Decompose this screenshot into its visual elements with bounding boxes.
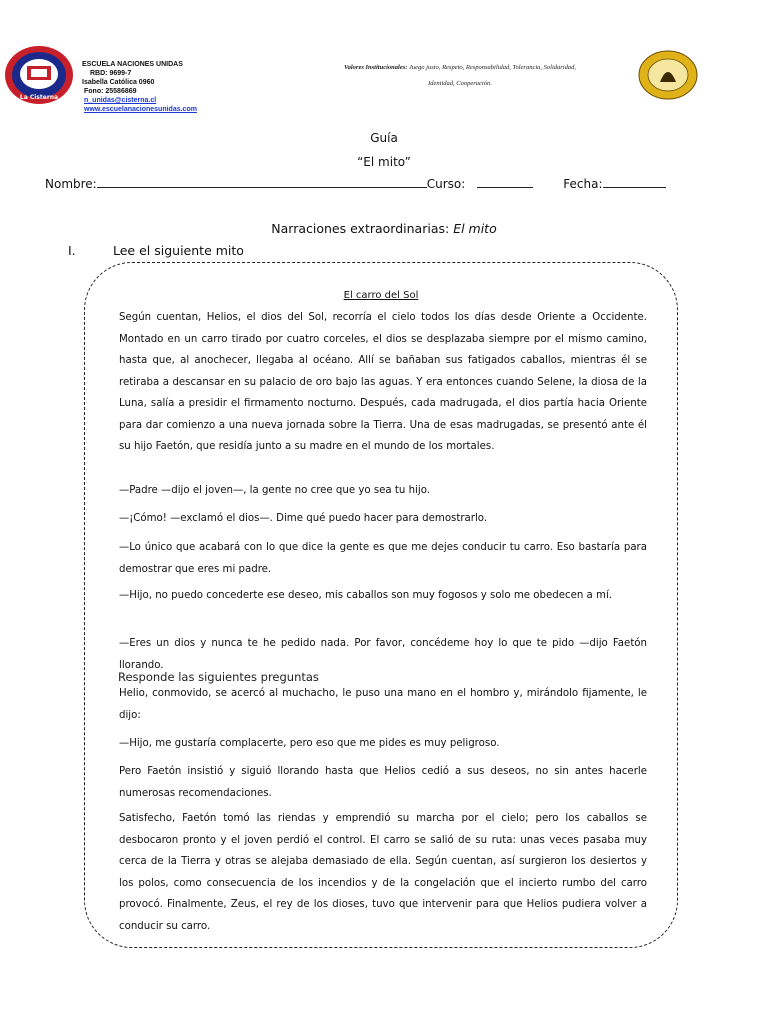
story-paragraph: —Eres un dios y nunca te he pedido nada. Por favor, concédeme hoy lo que te pido —dijo Faetón llorando.: [119, 638, 647, 671]
guide-title: Guía: [370, 131, 398, 145]
instruction-item: [68, 243, 244, 258]
story-paragraph: Pero Faetón insistió y siguió llorando hasta que Helios cedió a sus deseos, no sin antes hacerle numerosas recomendaciones.: [119, 766, 647, 799]
questions-prompt: Responde las siguientes preguntas: [118, 670, 319, 684]
name-label: Nombre:: [45, 177, 97, 191]
date-label: Fecha:: [563, 177, 603, 191]
section-heading-italic: El mito: [453, 221, 497, 236]
values-line1: Juego justo, Respeto, Responsabilidad, Tolerancia, Solidaridad,: [409, 64, 576, 71]
story-paragraph: —Lo único que acabará con lo que dice la gente es que me dejes conducir tu carro. Eso bastaría para demostrar que eres mi padre.: [119, 542, 647, 575]
story-paragraph: Helio, conmovido, se acercó al muchacho, le puso una mano en el hombro y, mirándolo fijamente, le dijo:: [119, 688, 647, 721]
school-email-link[interactable]: n_unidas@cisterna.cl: [84, 97, 157, 104]
school-info: [82, 60, 197, 114]
course-blank[interactable]: [477, 176, 533, 188]
story-paragraph: —Hijo, no puedo concederte ese deseo, mis caballos son muy fogosos y solo me obedecen a mí.: [119, 590, 613, 601]
course-label: Curso:: [426, 177, 466, 191]
section-heading-text: Narraciones extraordinarias:: [271, 221, 454, 236]
name-blank[interactable]: [97, 176, 427, 188]
guide-subtitle: “El mito”: [357, 155, 411, 169]
story-paragraph: Satisfecho, Faetón tomó las riendas y emprendió su marcha por el cielo; pero los caballos se desbocaron pronto y el joven perdió el control. El carro se salió de su ruta: unas veces pasaba muy cerca de la Tierra y otras se alejaba demasiado de ella. Según cuentan, así surgieron los desiertos y los polos, como consecuencia de los incendios y de la congelación que el incierto rumbo del carro provocó. Finalmente, Zeus, el rey de los dioses, tuvo que intervenir para que Helios pudiera volver a conducir su carro.: [119, 813, 647, 932]
date-blank[interactable]: [603, 176, 666, 188]
school-address: Isabella Católica 0960: [82, 79, 155, 86]
item-number: I.: [68, 243, 76, 258]
section-heading: [0, 221, 768, 236]
school-phone: Fono: 25586869: [84, 88, 137, 95]
story-paragraph: —Padre —dijo el joven—, la gente no cree que yo sea tu hijo.: [119, 485, 431, 496]
story-title: El carro del Sol: [343, 290, 419, 301]
school-rbd: RBD: 9699-7: [90, 70, 132, 77]
school-name: ESCUELA NACIONES UNIDAS: [82, 61, 183, 68]
story-paragraph: Según cuentan, Helios, el dios del Sol, recorría el cielo todos los días desde Oriente a Occidente. Montado en un carro tirado por cuatro corceles, el dios se desplazaba siempre por el mismo camino, hasta que, al anochecer, llegaba al océano. Allí se bañaban sus fatigados caballos, mientras él se retiraba a descansar en su palacio de oro bajo las aguas. Y era entonces cuando Selene, la diosa de la Luna, salía a presidir el firmamento nocturno. Después, cada madrugada, el dios partía hacia Oriente para dar comienzo a una nueva jornada sobre la Tierra. Una de esas madrugadas, se presentó ante él su hijo Faetón, que residía junto a su madre en el mundo de los mortales.: [119, 312, 647, 452]
logo-label: La Cisterna: [19, 94, 59, 101]
story-paragraph: —Hijo, me gustaría complacerte, pero eso que me pides es muy peligroso.: [119, 738, 500, 749]
story-paragraph: —¡Cómo! —exclamó el dios—. Dime qué puedo hacer para demostrarlo.: [119, 513, 488, 524]
values-label: Valores Institucionales:: [344, 64, 408, 71]
school-logo: [3, 44, 75, 106]
school-seal: [638, 50, 698, 100]
item-text: Lee el siguiente mito: [113, 243, 244, 258]
institutional-values: [290, 60, 630, 92]
values-line2: Identidad, Cooperación.: [428, 80, 492, 87]
student-form-row: [45, 176, 666, 191]
school-website-link[interactable]: www.escuelanacionesunidas.com: [84, 106, 197, 113]
